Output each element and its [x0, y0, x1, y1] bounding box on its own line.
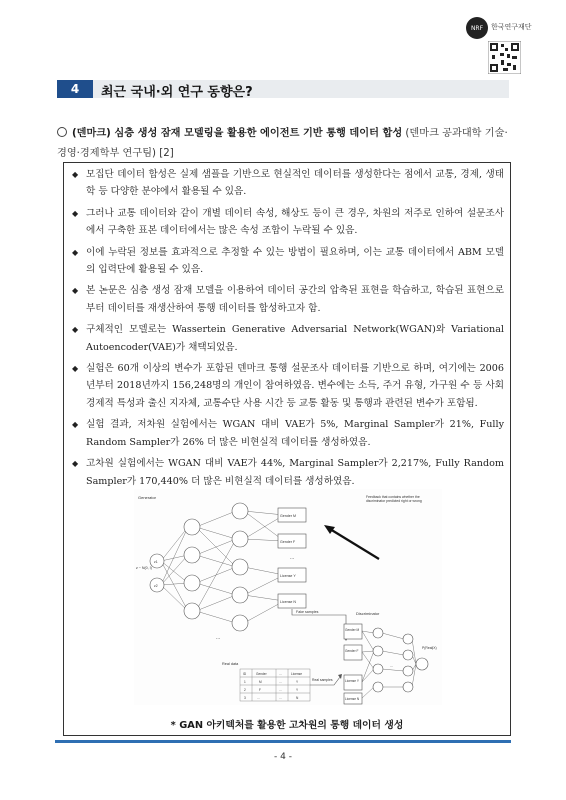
diamond-bullet-icon: ◆	[72, 459, 79, 469]
diamond-bullet-icon: ◆	[72, 247, 79, 257]
table-header: License	[291, 672, 302, 676]
table-cell: ...	[257, 696, 260, 700]
figure-caption: * GAN 아키텍처를 활용한 고차원의 통행 데이터 생성	[170, 720, 404, 731]
qr-code-icon	[488, 41, 521, 74]
paper-affiliation: (덴마크 공과대학 기술·경영·경제학부 연구팀) [2]	[57, 128, 508, 159]
table-cell: Y	[296, 688, 299, 692]
table-cell: ...	[279, 680, 282, 684]
bullet-list	[72, 166, 504, 494]
summary-box	[63, 162, 511, 736]
list-item: ◆ 본 논문은 심층 생성 잠재 모델을 이용하여 데이터 공간의 압축된 표현을 학습하고, 학습된 표현으로부터 데이터를 재생산하여 통행 데이터를 합성하고자 함.	[72, 282, 504, 317]
section-number: 4	[57, 80, 93, 98]
table-cell: N	[296, 696, 299, 700]
list-item: ◆ 그러나 교통 데이터와 같이 개별 데이터 속성, 해상도 등이 큰 경우, 차원의 저주로 인하여 설문조사에서 구축한 표본 데이터에서는 많은 속성 조합이 누락될 수 있음.	[72, 205, 504, 240]
output-label: P(Real|X)	[422, 646, 437, 650]
table-cell: Y	[296, 680, 299, 684]
list-item: ◆ 실험은 60개 이상의 변수가 포함된 덴마크 통행 설문조사 데이터를 기반으로 하며, 여기에는 2006년부터 2018년까지 156,248명의 개인이 참여하였음. 변수에는 소득, 주거 유형, 가구원 수 등 사회경제적 특성과 출신 지자체, 교통수단 사용 시간 등 교통 활동 및 통행과 관련된 변수가 포함됨.	[72, 360, 504, 412]
gen-out-label: Gender F	[280, 540, 296, 544]
z1-label: z1	[154, 560, 158, 564]
diamond-bullet-icon: ◆	[72, 364, 79, 374]
diamond-bullet-icon: ◆	[72, 325, 79, 335]
table-cell: 1	[244, 680, 246, 684]
logo-text: 한국연구재단	[491, 23, 532, 31]
logo-mark: NRF	[466, 17, 488, 39]
real-samples-label: Real samples	[312, 678, 333, 682]
table-header: Gender	[256, 672, 267, 676]
table-cell: F	[259, 688, 261, 692]
section-heading	[57, 80, 509, 100]
table-cell: ...	[279, 688, 282, 692]
ellipsis-2: ...	[290, 555, 295, 561]
page-number: - 4 -	[274, 752, 292, 762]
diamond-bullet-icon: ◆	[72, 420, 79, 430]
section-title: 최근 국내·외 연구 동향은?	[101, 85, 253, 100]
ellipsis-3: ...	[390, 663, 394, 668]
generator-label: Generator	[138, 495, 157, 500]
fake-samples-label: Fake samples	[296, 610, 319, 614]
disc-in-label: Gender M	[345, 628, 360, 632]
table-cell: M	[259, 680, 262, 684]
list-item: ◆ 실험 결과, 저차원 실험에서는 WGAN 대비 VAE가 5%, Marginal Sampler가 21%, Fully Random Sampler가 26% 더 많은 비현실적 데이터를 생성하였음.	[72, 416, 504, 451]
list-item: ◆ 고차원 실험에서는 WGAN 대비 VAE가 44%, Marginal Sampler가 2,217%, Fully Random Sampler가 170,440% 더 많은 비현실적 데이터를 생성하였음.	[72, 455, 504, 490]
nrf-logo	[466, 17, 532, 77]
paper-title: (덴마크) 심층 생성 잠재 모델링을 활용한 에이전트 기반 통행 데이터 합성	[72, 128, 403, 139]
gen-out-label: Gender M	[280, 514, 296, 518]
discriminator-label: Discriminator	[356, 611, 380, 616]
ellipsis-1: ...	[216, 635, 221, 641]
disc-in-label: License Y	[345, 679, 359, 683]
table-cell: 2	[244, 688, 246, 692]
list-item: ◆ 모집단 데이터 합성은 실제 샘플을 기반으로 현실적인 데이터를 생성한다는 점에서 교통, 경제, 생태학 등 다양한 분야에서 활용될 수 있음.	[72, 166, 504, 201]
paper-heading	[57, 124, 512, 164]
gen-out-label: License N	[280, 600, 296, 604]
table-header: ID	[243, 672, 247, 676]
diamond-bullet-icon: ◆	[72, 170, 79, 179]
circle-bullet-icon	[57, 127, 67, 137]
gen-out-label: License Y	[280, 574, 296, 578]
table-cell: ...	[279, 696, 282, 700]
diamond-bullet-icon: ◆	[72, 208, 79, 218]
feedback-note: Feedback that contains whether the discriminator predicted right or wrong	[366, 495, 422, 503]
z2-label: z2	[154, 584, 158, 588]
footer-divider	[55, 740, 511, 743]
table-header: ...	[279, 672, 282, 676]
gan-architecture-figure	[134, 489, 442, 705]
real-data-label: Real data	[222, 662, 239, 666]
disc-in-label: Gender F	[345, 649, 359, 653]
list-item: ◆ 이에 누락된 정보를 효과적으로 추정할 수 있는 방법이 필요하며, 이는 교통 데이터에서 ABM 모델의 입력단에 활용될 수 있음.	[72, 244, 504, 279]
z-label: z ~ N(0, I)	[136, 566, 152, 570]
diamond-bullet-icon: ◆	[72, 286, 79, 296]
table-cell: 3	[244, 696, 246, 700]
disc-in-label: License N	[345, 697, 360, 701]
list-item: ◆ 구체적인 모델로는 Wassertein Generative Adversarial Network(WGAN)와 Variational Autoencoder(VAE)가 채택되었음.	[72, 321, 504, 356]
